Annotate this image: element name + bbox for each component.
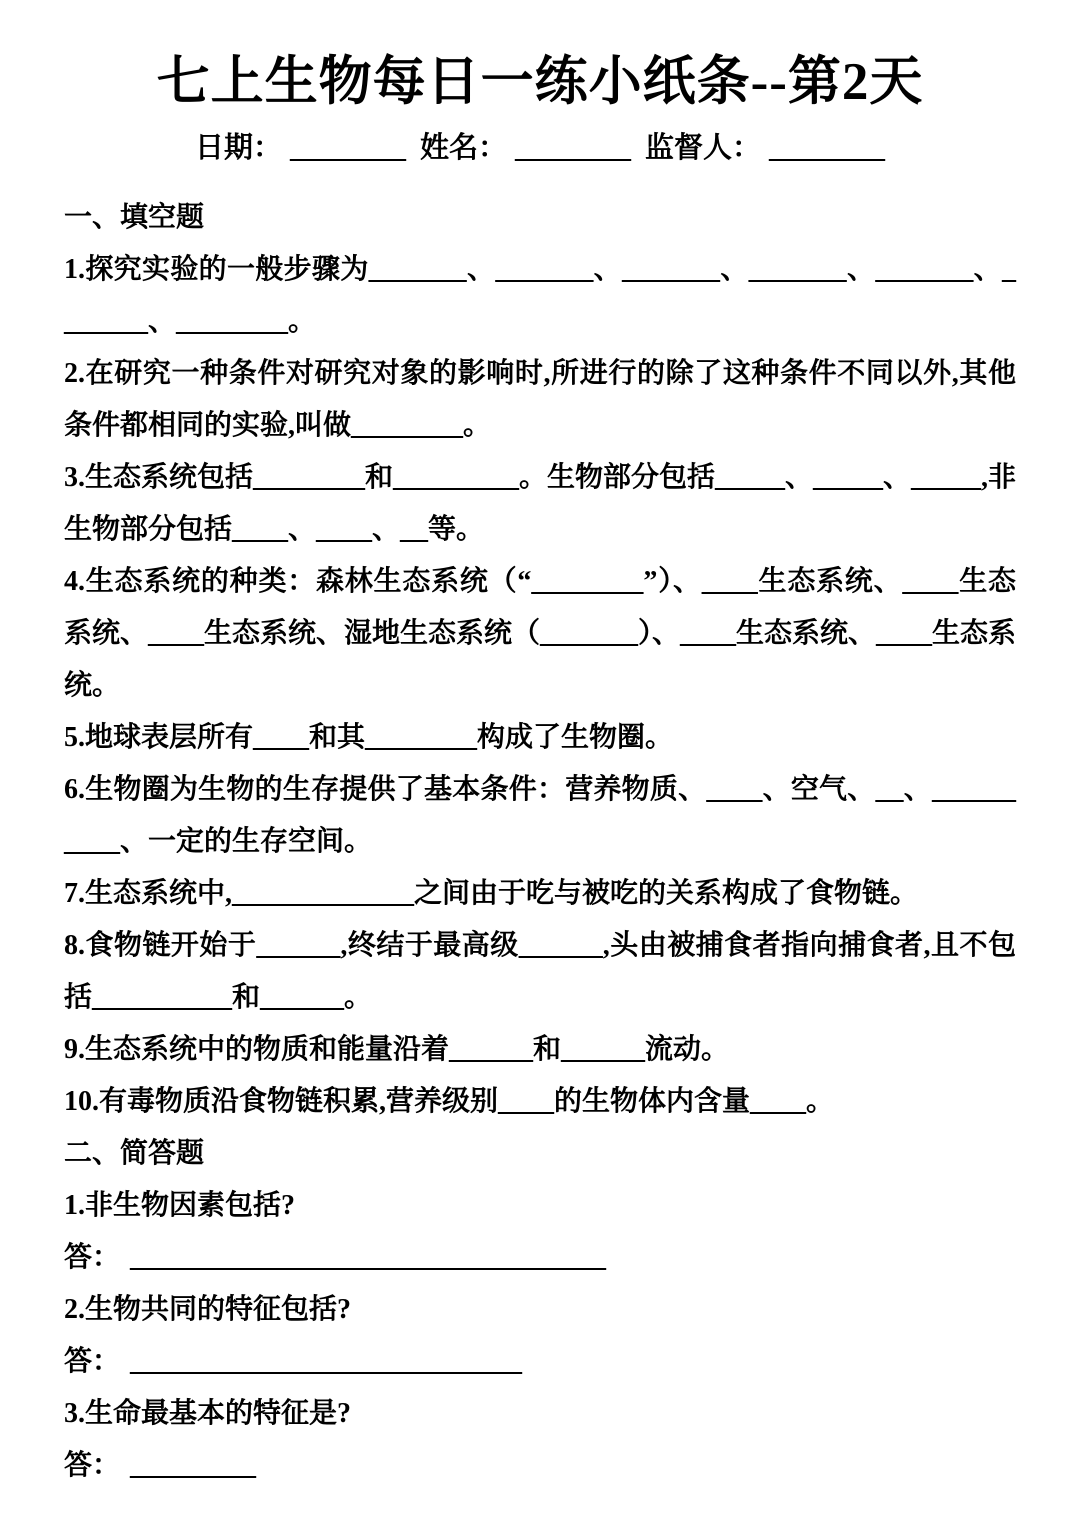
answer-blank-1: __________________________________ [130,1241,607,1273]
header-fields [64,131,1016,166]
question-5: 5.地球表层所有____和其________构成了生物圈。 [64,721,674,753]
short-answer-question-3: 3.生命最基本的特征是? [64,1397,352,1429]
answer-label-2: 答： [64,1345,121,1377]
question-1: 1.探究实验的一般步骤为_______、_______、_______、_______、_______、_______、________。 [64,253,1016,337]
date-label: 日期： [194,131,282,164]
answer-blank-2: ____________________________ [130,1345,523,1377]
page-title: 七上生物每日一练小纸条--第2天 [156,53,924,111]
question-10: 10.有毒物质沿食物链积累,营养级别____的生物体内含量____。 [64,1085,835,1117]
date-field [195,131,406,166]
answer-label-3: 答： [64,1449,121,1481]
supervisor-field [645,131,885,166]
section-heading-short-answers: 二、简答题 [64,1137,205,1169]
question-4: 4.生态系统的种类：森林生态系统（“________”）、____生态系统、____生态系统、____生态系统、湿地生态系统（_______）、____生态系统、____生态系统。 [64,565,1017,701]
name-field [420,131,631,166]
answer-line-2 [64,1336,1016,1388]
date-blank: ________ [289,131,406,164]
short-answer-question-1: 1.非生物因素包括? [64,1189,296,1221]
answer-line-3 [64,1440,1016,1492]
question-8: 8.食物链开始于______,终结于最高级______,头由被捕食者指向捕食者,且不包括__________和______。 [64,929,1016,1013]
name-label: 姓名： [419,131,507,164]
supervisor-label: 监督人： [645,131,762,164]
question-2: 2.在研究一种条件对研究对象的影响时,所进行的除了这种条件不同以外,其他条件都相同的实验,叫做________。 [64,357,1016,441]
question-9: 9.生态系统中的物质和能量沿着______和______流动。 [64,1033,730,1065]
answer-line-1 [64,1232,1016,1284]
name-blank: ________ [515,131,631,164]
question-3: 3.生态系统包括________和_________。生物部分包括_____、_____、_____,非生物部分包括____、____、__等。 [64,461,1017,545]
question-6: 6.生物圈为生物的生存提供了基本条件：营养物质、____、空气、__、__________、一定的生存空间。 [64,773,1016,857]
answer-label-1: 答： [64,1241,121,1273]
answer-blank-3: _________ [130,1449,257,1481]
question-7: 7.生态系统中,_____________之间由于吃与被吃的关系构成了食物链。 [64,877,919,909]
short-answer-question-2: 2.生物共同的特征包括? [64,1293,352,1325]
section-heading-fill-in-blanks: 一、填空题 [64,201,205,233]
supervisor-blank: ________ [769,131,886,164]
